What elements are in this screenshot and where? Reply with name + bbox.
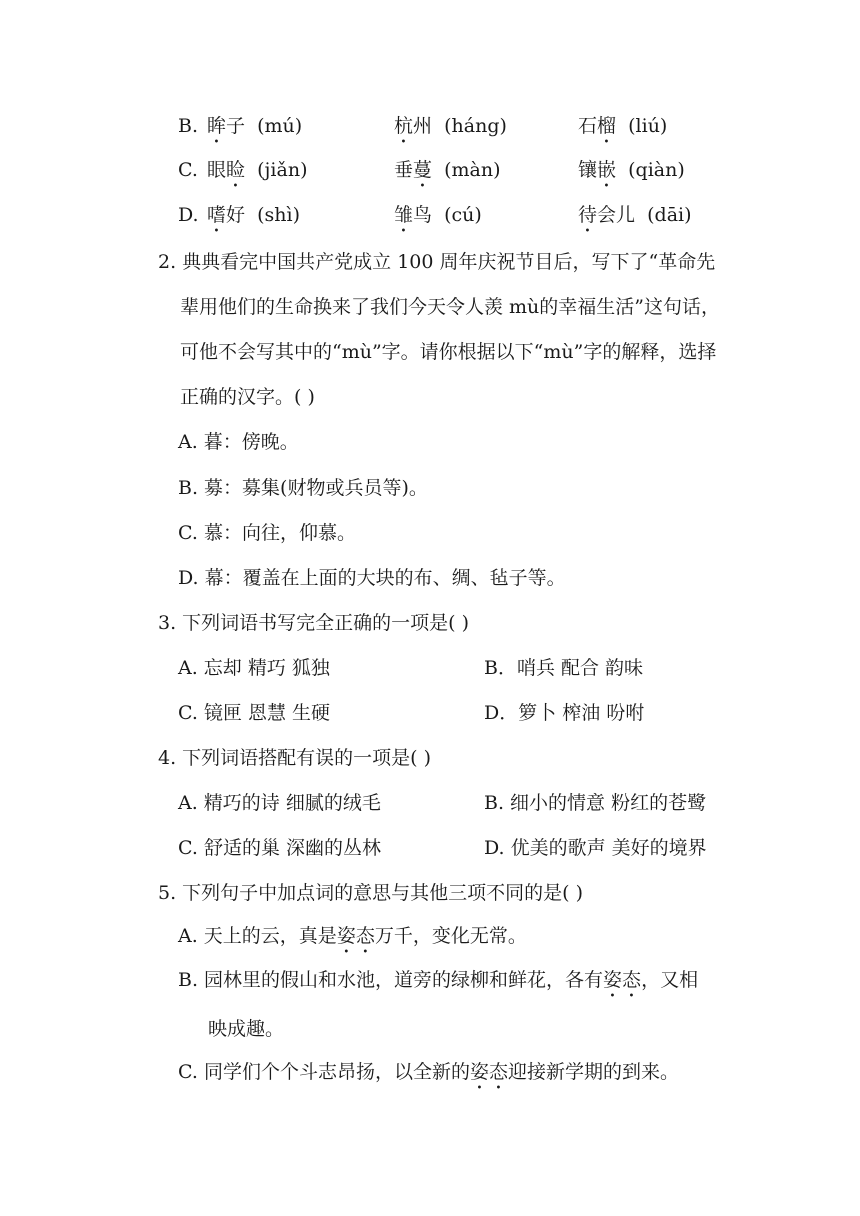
dotted-char: 雏 (394, 204, 414, 226)
q2-stem-line-3: 可他不会写其中的“mù”字。请你根据以下“mù”字的解释，选择 (180, 341, 717, 363)
q1-row-d-label: D. (178, 204, 199, 226)
q5-option-c (178, 1060, 679, 1094)
text: 鸟 (413, 204, 433, 226)
dotted-word: 姿态 (336, 925, 375, 947)
q3-stem: 3. 下列词语书写完全正确的一项是( ) (158, 612, 470, 634)
q1-row-b-label: B. (178, 115, 199, 137)
q2-option-a: A. 暮：傍晚。 (178, 431, 299, 453)
q4-option-a: A. 精巧的诗 细腻的绒毛 (178, 792, 381, 814)
q4-option-d: D. 优美的歌声 美好的境界 (484, 837, 707, 859)
q2-stem-line-2: 辈用他们的生命换来了我们今天令人羡 mù的幸福生活”这句话， (180, 296, 721, 318)
text: 好 (226, 204, 246, 226)
q1-row-c-item-1 (207, 158, 307, 192)
text: C. 同学们个个斗志昂扬，以全新的 (178, 1061, 470, 1083)
text: 万千，变化无常。 (374, 925, 527, 947)
q2-stem-line-1: 2. 典典看完中国共产党成立 100 周年庆祝节目后，写下了“革命先 (158, 251, 716, 273)
q4-option-c: C. 舒适的巢 深幽的丛林 (178, 837, 381, 859)
pinyin: (dāi) (647, 204, 692, 226)
dotted-char: 睑 (226, 159, 246, 181)
pinyin: (jiǎn) (257, 159, 308, 181)
text: 州 (413, 115, 433, 137)
q1-row-d-item-1 (207, 203, 300, 237)
pinyin: (shì) (257, 204, 301, 226)
q2-option-c: C. 慕：向往，仰慕。 (178, 522, 356, 544)
q1-row-c-label: C. (178, 159, 198, 181)
pinyin: (màn) (444, 159, 501, 181)
text: 眼 (207, 159, 227, 181)
text: ，又相 (641, 969, 699, 991)
text: 镶 (578, 159, 598, 181)
pinyin: (háng) (444, 115, 507, 137)
q2-stem-line-4: 正确的汉字。( ) (180, 386, 315, 408)
dotted-char: 嵌 (597, 159, 617, 181)
dotted-word: 姿态 (469, 1061, 508, 1083)
q5-option-b (178, 968, 698, 1002)
q4-option-b: B. 细小的情意 粉红的苍鹭 (484, 792, 707, 814)
q4-stem: 4. 下列词语搭配有误的一项是( ) (158, 747, 432, 769)
q1-row-c-item-3 (578, 158, 685, 192)
q1-row-b-item-2 (394, 114, 507, 148)
q5-option-a (178, 924, 527, 958)
text: 石 (578, 115, 598, 137)
text: 子 (226, 115, 246, 137)
pinyin: (mú) (257, 115, 303, 137)
text: 垂 (394, 159, 414, 181)
dotted-char: 待 (578, 204, 598, 226)
pinyin: (qiàn) (628, 159, 685, 181)
pinyin: (liú) (628, 115, 668, 137)
q1-row-b-item-1 (207, 114, 302, 148)
q3-option-b: B．哨兵 配合 韵味 (484, 657, 644, 679)
dotted-word: 姿态 (603, 969, 642, 991)
dotted-char: 嗜 (207, 204, 227, 226)
q5-option-b-continued: 映成趣。 (208, 1018, 285, 1040)
q1-row-d-item-2 (394, 203, 482, 237)
q5-stem: 5. 下列句子中加点词的意思与其他三项不同的是( ) (158, 882, 584, 904)
dotted-char: 榴 (597, 115, 617, 137)
dotted-char: 蔓 (413, 159, 433, 181)
pinyin: (cú) (444, 204, 482, 226)
q3-option-a: A. 忘却 精巧 狐独 (178, 657, 330, 679)
q3-option-d: D．箩卜 榨油 吩咐 (484, 702, 645, 724)
dotted-char: 眸 (207, 115, 227, 137)
text: A. 天上的云，真是 (178, 925, 337, 947)
q1-row-d-item-3 (578, 203, 692, 237)
q3-option-c: C. 镜匣 恩慧 生硬 (178, 702, 331, 724)
q2-option-d: D. 幕：覆盖在上面的大块的布、绸、毡子等。 (178, 567, 566, 589)
dotted-char: 杭 (394, 115, 414, 137)
text: 迎接新学期的到来。 (507, 1061, 679, 1083)
text: 会儿 (597, 204, 636, 226)
text: B. 园林里的假山和水池，道旁的绿柳和鲜花，各有 (178, 969, 604, 991)
q2-option-b: B. 募：募集(财物或兵员等)。 (178, 477, 428, 499)
q1-row-b-item-3 (578, 114, 667, 148)
q1-row-c-item-2 (394, 158, 501, 192)
